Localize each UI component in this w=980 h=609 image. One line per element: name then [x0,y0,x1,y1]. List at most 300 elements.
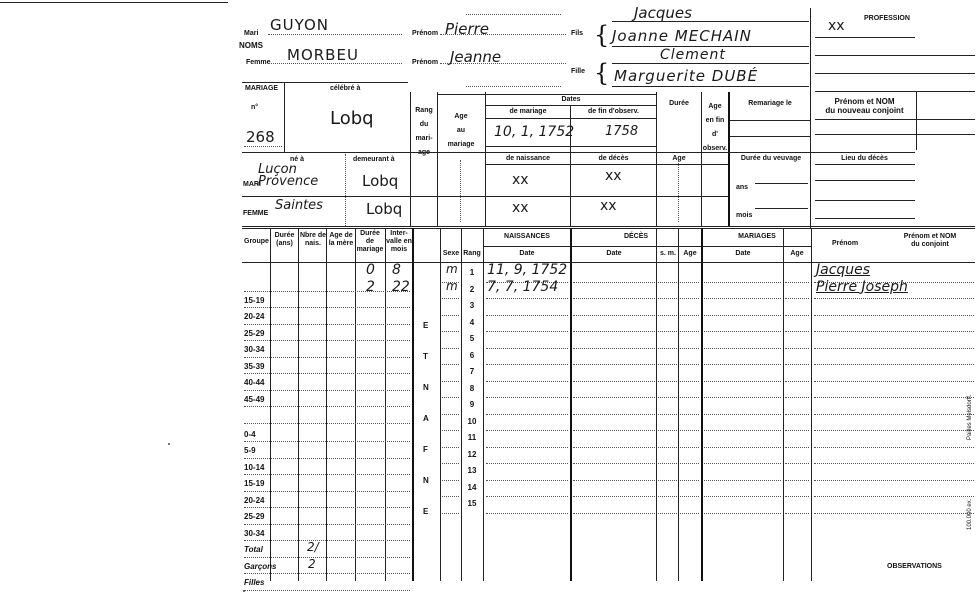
group-label: 20-24 [244,312,265,321]
lieu-line-2 [815,200,915,201]
speck [168,443,170,445]
prenom-row-line [814,381,974,382]
duree-veuvage-label: Durée du veuvage [740,155,802,162]
mariage-row-line [704,298,781,299]
group-label: 25-29 [244,328,265,338]
enfants-letter: E [423,507,429,516]
deces-row-line [573,315,655,316]
deces-row-line [573,282,655,283]
sexe-row-line [442,315,459,316]
rank-label: 6 [469,350,475,360]
sm-row-line [658,480,677,481]
remariage-label: Remariage le [748,100,792,107]
speck [243,590,245,592]
child-duree-mariage: 2 [366,278,375,295]
child-intervalle: 22 [392,278,410,295]
mariage-age-row-line [785,364,809,365]
mari-prenom: Pierre [445,20,490,38]
remariage-line-2 [730,136,810,137]
deces-row-line [573,364,655,365]
noms-label: NOMS [239,41,263,50]
mari-surname: GUYON [270,16,329,34]
sm-row-line [658,298,677,299]
prenom-row-line [814,496,974,497]
naissance-row-line [486,430,568,431]
group-label: 5-9 [244,446,256,455]
mariage-number: 268 [246,128,275,146]
mariage-age-row-line [785,430,809,431]
mariage-row-line [704,430,781,431]
child-sexe: m [446,262,458,276]
rank-label: 11 [467,433,477,442]
sexe-row-line [442,496,459,497]
group-label: 30-34 [244,345,265,354]
mari-deces: xx [605,168,622,184]
prenom-row-line [814,513,974,514]
age-row-line [680,496,699,497]
mariage-number-line [244,146,282,147]
table-column-line [270,228,271,581]
mariage-age-row-line [785,397,809,398]
mariage-age-row-line [785,496,809,497]
date-mariage-value: 10, 1, 1752 [494,124,575,140]
group-label: Filles [244,578,265,587]
deces-row-line [573,397,655,398]
rank-label: 12 [467,449,477,459]
deces-age-header: Age [683,250,697,257]
sexe-row-line [442,480,459,481]
age-row-line [680,282,699,283]
rank-label: 2 [469,284,475,294]
mariages-sub-line [703,246,811,247]
femme-deces: xx [600,198,617,214]
age-dotted-divider [460,160,461,222]
femme-prenom-label: Prénom [412,59,439,66]
rank-label: 10 [467,416,477,426]
group-row-line [244,291,410,292]
table-column-line [298,228,299,581]
naissance-row-line [486,480,568,481]
conjoint-line-1 [815,119,975,120]
prenom-row-line [814,348,974,349]
naissance-row-line [486,513,568,514]
date-mariage-label: de mariage [509,108,547,115]
age-row-line [680,364,699,365]
mois-label: mois [736,212,753,219]
mariage-row-line [704,331,781,332]
enfants-letter: E [423,321,429,330]
rank-label: 8 [469,383,475,393]
table-column-line [483,228,484,581]
prenom-row-line [814,397,974,398]
naissance-row-line [486,397,568,398]
sm-row-line [658,447,677,448]
dates-sub-line-2 [486,118,656,119]
table-column-line [355,228,356,581]
mariage-age-row-line [785,282,809,283]
enfants-letter: T [423,352,428,361]
table-column-line [326,228,327,581]
age-row-line [680,414,699,415]
group-label: 30-34 [244,528,265,538]
date-fin-value: 1758 [605,124,639,139]
sexe-row-line [442,298,459,299]
femme-demeurant: Lobq [366,200,403,218]
fille-parents: Marguerite DUBÉ [614,67,759,85]
fille-prenom: Clement [660,47,726,63]
mariage-age-row-line [785,381,809,382]
mari-naissance: xx [512,172,529,188]
age-mariage-label: Age au mariage [447,113,475,148]
rank-label: 9 [469,400,475,409]
profession-label: PROFESSION [864,15,910,22]
deces-row-line [573,513,655,514]
rang-header: Rang [463,250,481,257]
sexe-row-line [442,331,459,332]
naissance-row-line [486,463,568,464]
mari-ne-a: Luçon Provence [258,162,319,189]
prenom-row-line [814,331,974,332]
mari-label: Mari [244,30,259,37]
age-row-line [680,298,699,299]
group-row-line [244,590,410,591]
child-duree-mariage: 0 [366,262,375,278]
total-value: 2/ [307,540,319,554]
mariage-row-line [704,447,781,448]
mariage-row-line [704,348,781,349]
table-column-line [811,228,812,581]
bottom-dotted-line [466,86,561,87]
sm-row-line [658,315,677,316]
sexe-row-line [442,414,459,415]
fils-prenom-line [612,21,809,22]
print-run-mark: 100.000 ex. [967,498,973,530]
date-fin-label: de fin d'observ. [588,108,639,115]
duree-label: Durée [669,100,689,107]
femme-prenom-line [440,63,566,64]
prenom-row-line [814,364,974,365]
table-column-line [412,228,414,581]
groupe-header: Groupe [244,238,269,245]
mari-prenom-line [440,34,566,35]
enfants-letter: N [423,383,429,392]
duree-ans-header: Durée (ans) [274,232,295,247]
group-row-line [244,507,410,508]
group-row-line [244,540,410,541]
sm-row-line [658,414,677,415]
sexe-row-line [442,397,459,398]
group-row-line [244,423,410,424]
naissance-row-line [486,414,568,415]
rank-label: 13 [467,466,477,475]
rank-label: 5 [469,334,475,343]
mari-demeurant: Lobq [362,172,399,190]
mariage-row-line [704,315,781,316]
sexe-row-line [442,447,459,448]
sm-header: s. m. [660,250,676,257]
lieu-line-3 [815,218,915,219]
ne-demeurant-divider [345,154,346,226]
age-row-line [680,315,699,316]
group-row-line [244,491,410,492]
dates-top-line [437,94,656,95]
naissance-row-line [486,298,568,299]
profession-line-1 [815,37,915,38]
lieu-deces-label: Lieu du décès [841,155,888,162]
sm-row-line [658,381,677,382]
rank-label: 14 [467,482,477,492]
deces-row-line [573,480,655,481]
enfants-letter: N [423,476,429,485]
child-prenom: Pierre Joseph [816,278,908,295]
sexe-row-line [442,348,459,349]
prenom-row-line [814,414,974,415]
group-row-line [244,324,410,325]
mari-prenom-label: Prénom [412,30,439,37]
age2-dotted-divider [678,160,679,222]
prenom-row-line [814,298,974,299]
table-column-line [783,228,784,581]
mariage-age-row-line [785,463,809,464]
group-row-line [244,458,410,459]
mari-row-label: MARI [243,181,261,188]
mariages-age-header: Age [790,250,804,257]
deces-row-line [573,447,655,448]
fils-parents: Joanne MECHAIN [612,27,752,45]
group-row-line [244,557,410,558]
femme-name-line [268,63,402,64]
deces-row-line [573,414,655,415]
fils-brace: { [594,21,610,49]
age-row-line [680,480,699,481]
naissances-header: NAISSANCES [504,233,550,240]
prenom-row-line [814,430,974,431]
naissance-row-line [486,315,568,316]
mariages-date-header: Date [735,250,751,257]
sm-row-line [658,397,677,398]
mariage-row-line [704,463,781,464]
no-label: n° [251,104,259,111]
deces-row-line [573,496,655,497]
top-edge-line [0,2,228,3]
enfants-letter: F [423,445,428,454]
sexe-row-line [442,364,459,365]
fils-label: Fils [571,30,584,37]
mariage-age-row-line [785,298,809,299]
observations-label: OBSERVATIONS [887,563,942,570]
age-row-line [680,381,699,382]
age-row-line [680,463,699,464]
sm-row-line [658,430,677,431]
sm-row-line [658,513,677,514]
demeurant-label: demeurant à [353,156,395,163]
age-mere-header: Age de la mère [328,232,354,247]
dates-sub-line [486,105,656,106]
conjoint-header: Prénom et NOM du conjoint [903,233,957,248]
group-label: 45-49 [244,394,265,404]
naissance-row-line [486,364,568,365]
ans-line [755,183,808,184]
rank-label: 4 [469,317,475,327]
fille-prenom-line [612,63,809,64]
ne-a-top-line [242,152,915,153]
table-column-line [570,228,572,581]
child-birth-date: 7, 7, 1754 [487,278,559,295]
group-row-line [244,441,410,442]
fille-parents-line [612,86,809,87]
rank-label: 3 [469,301,475,310]
sm-row-line [658,463,677,464]
mariage-place: Lobq [330,108,374,129]
group-row-line [244,373,410,374]
femme-ne-a: Saintes [275,198,323,213]
group-label: 0-4 [244,429,256,439]
nbre-nais-header: Nbre de nais. [299,232,327,247]
rank-label: 1 [469,268,475,277]
mois-line [755,208,808,209]
group-row-line [244,307,410,308]
age-row-line [680,331,699,332]
age-row-line [680,447,699,448]
group-row-line [244,524,410,525]
sm-row-line [658,331,677,332]
rank-label: 15 [467,499,477,508]
mariage-top-line [242,82,408,83]
ne-a-label: né à [290,156,305,163]
mariage-age-row-line [785,447,809,448]
naissances-date-header: Date [519,250,535,257]
group-label: 10-14 [244,462,265,472]
group-label: 15-19 [244,479,265,488]
mari-name-line [268,34,402,35]
mariage-row-line [704,496,781,497]
rang-mariage-label: Rang du mari- age [415,107,433,156]
group-label: 15-19 [244,295,265,305]
mariage-age-row-line [785,315,809,316]
group-row-line [244,340,410,341]
femme-row-label: FEMME [243,210,269,217]
naissances-sub-line [484,246,570,247]
conjoint-line-2 [815,134,975,135]
deces-date-header: Date [606,250,622,257]
sm-row-line [658,282,677,283]
mariage-age-row-line [785,414,809,415]
intervalle-header: Inter- valle en mois [386,230,412,253]
mariage-label: MARIAGE [245,85,279,92]
femme-prenom: Jeanne [450,48,502,66]
celebre-label: célébré à [330,85,361,92]
profession-divider [810,8,811,229]
naissance-label: de naissance [506,155,550,162]
sexe-row-line [442,463,459,464]
age-label-2: Age [672,155,686,162]
mariage-row-line [704,513,781,514]
femme-surname: MORBEU [287,46,359,64]
deces-row-line [573,331,655,332]
mari-row-line [242,196,728,197]
dates-value-line [486,146,656,147]
age-fin-label: Age en fin d' observ. [702,103,728,152]
deces-header: DÉCÈS [623,233,649,240]
mariage-row-line [704,397,781,398]
mariage-age-row-line [785,331,809,332]
group-label: 25-29 [244,512,265,521]
profession-value: xx [828,18,845,34]
age-row-line [680,348,699,349]
mariage-row-line [704,480,781,481]
prenom-row-line [814,315,974,316]
deces-label: de décès [598,155,629,162]
mariage-row-line [704,364,781,365]
mariage-age-row-line [785,480,809,481]
sm-row-line [658,364,677,365]
table-column-line [385,228,386,581]
fille-brace: { [594,59,610,87]
prenom-row-line [814,463,974,464]
naissance-row-line [486,447,568,448]
naissance-row-line [486,348,568,349]
table-column-line [440,228,441,581]
child-sexe: m [446,278,458,293]
group-row-line [244,406,410,407]
sexe-row-line [442,513,459,514]
deces-row-line [573,348,655,349]
top-dotted-line [466,14,561,15]
profession-line-3 [815,73,975,74]
main-table-top-line-2 [242,228,975,229]
naissance-row-line [486,331,568,332]
table-column-line [678,228,679,581]
group-label: 35-39 [244,361,265,371]
femme-label: Femme [246,59,271,66]
sm-row-line [658,348,677,349]
group-row-line [244,573,410,574]
age-row-line [680,430,699,431]
remariage-line-1 [730,120,810,121]
rank-label: 7 [469,367,475,376]
mariage-row-line [704,282,781,283]
group-label: Total [244,545,263,554]
age-row-line [680,513,699,514]
mariage-row-line [704,381,781,382]
deces-row-line [573,430,655,431]
group-row-line [244,357,410,358]
mariage-age-row-line [785,348,809,349]
naissance-row-line [486,381,568,382]
sexe-row-line [442,430,459,431]
naissance-sub-line [486,164,728,165]
child-birth-date: 11, 9, 1752 [487,262,568,278]
prenom-header: Prénom [832,240,859,247]
femme-naissance: xx [512,200,529,216]
mariage-age-row-line [785,513,809,514]
deces-row-line [573,298,655,299]
lieu-sub-line [815,164,915,165]
group-label: Garçons [244,561,277,571]
mariages-header: MARIAGES [738,233,776,240]
child-prenom: Jacques [816,262,871,278]
enfants-letter: A [423,414,429,423]
prenom-row-line [814,447,974,448]
sexe-row-line [442,381,459,382]
dates-label: Dates [561,96,581,103]
group-row-line [244,390,410,391]
deces-row-line [573,381,655,382]
profession-line-2 [815,55,975,56]
printer-mark: Pailles Melsdorff. [967,394,973,440]
naissance-row-line [486,496,568,497]
main-table-top-line [242,226,975,227]
